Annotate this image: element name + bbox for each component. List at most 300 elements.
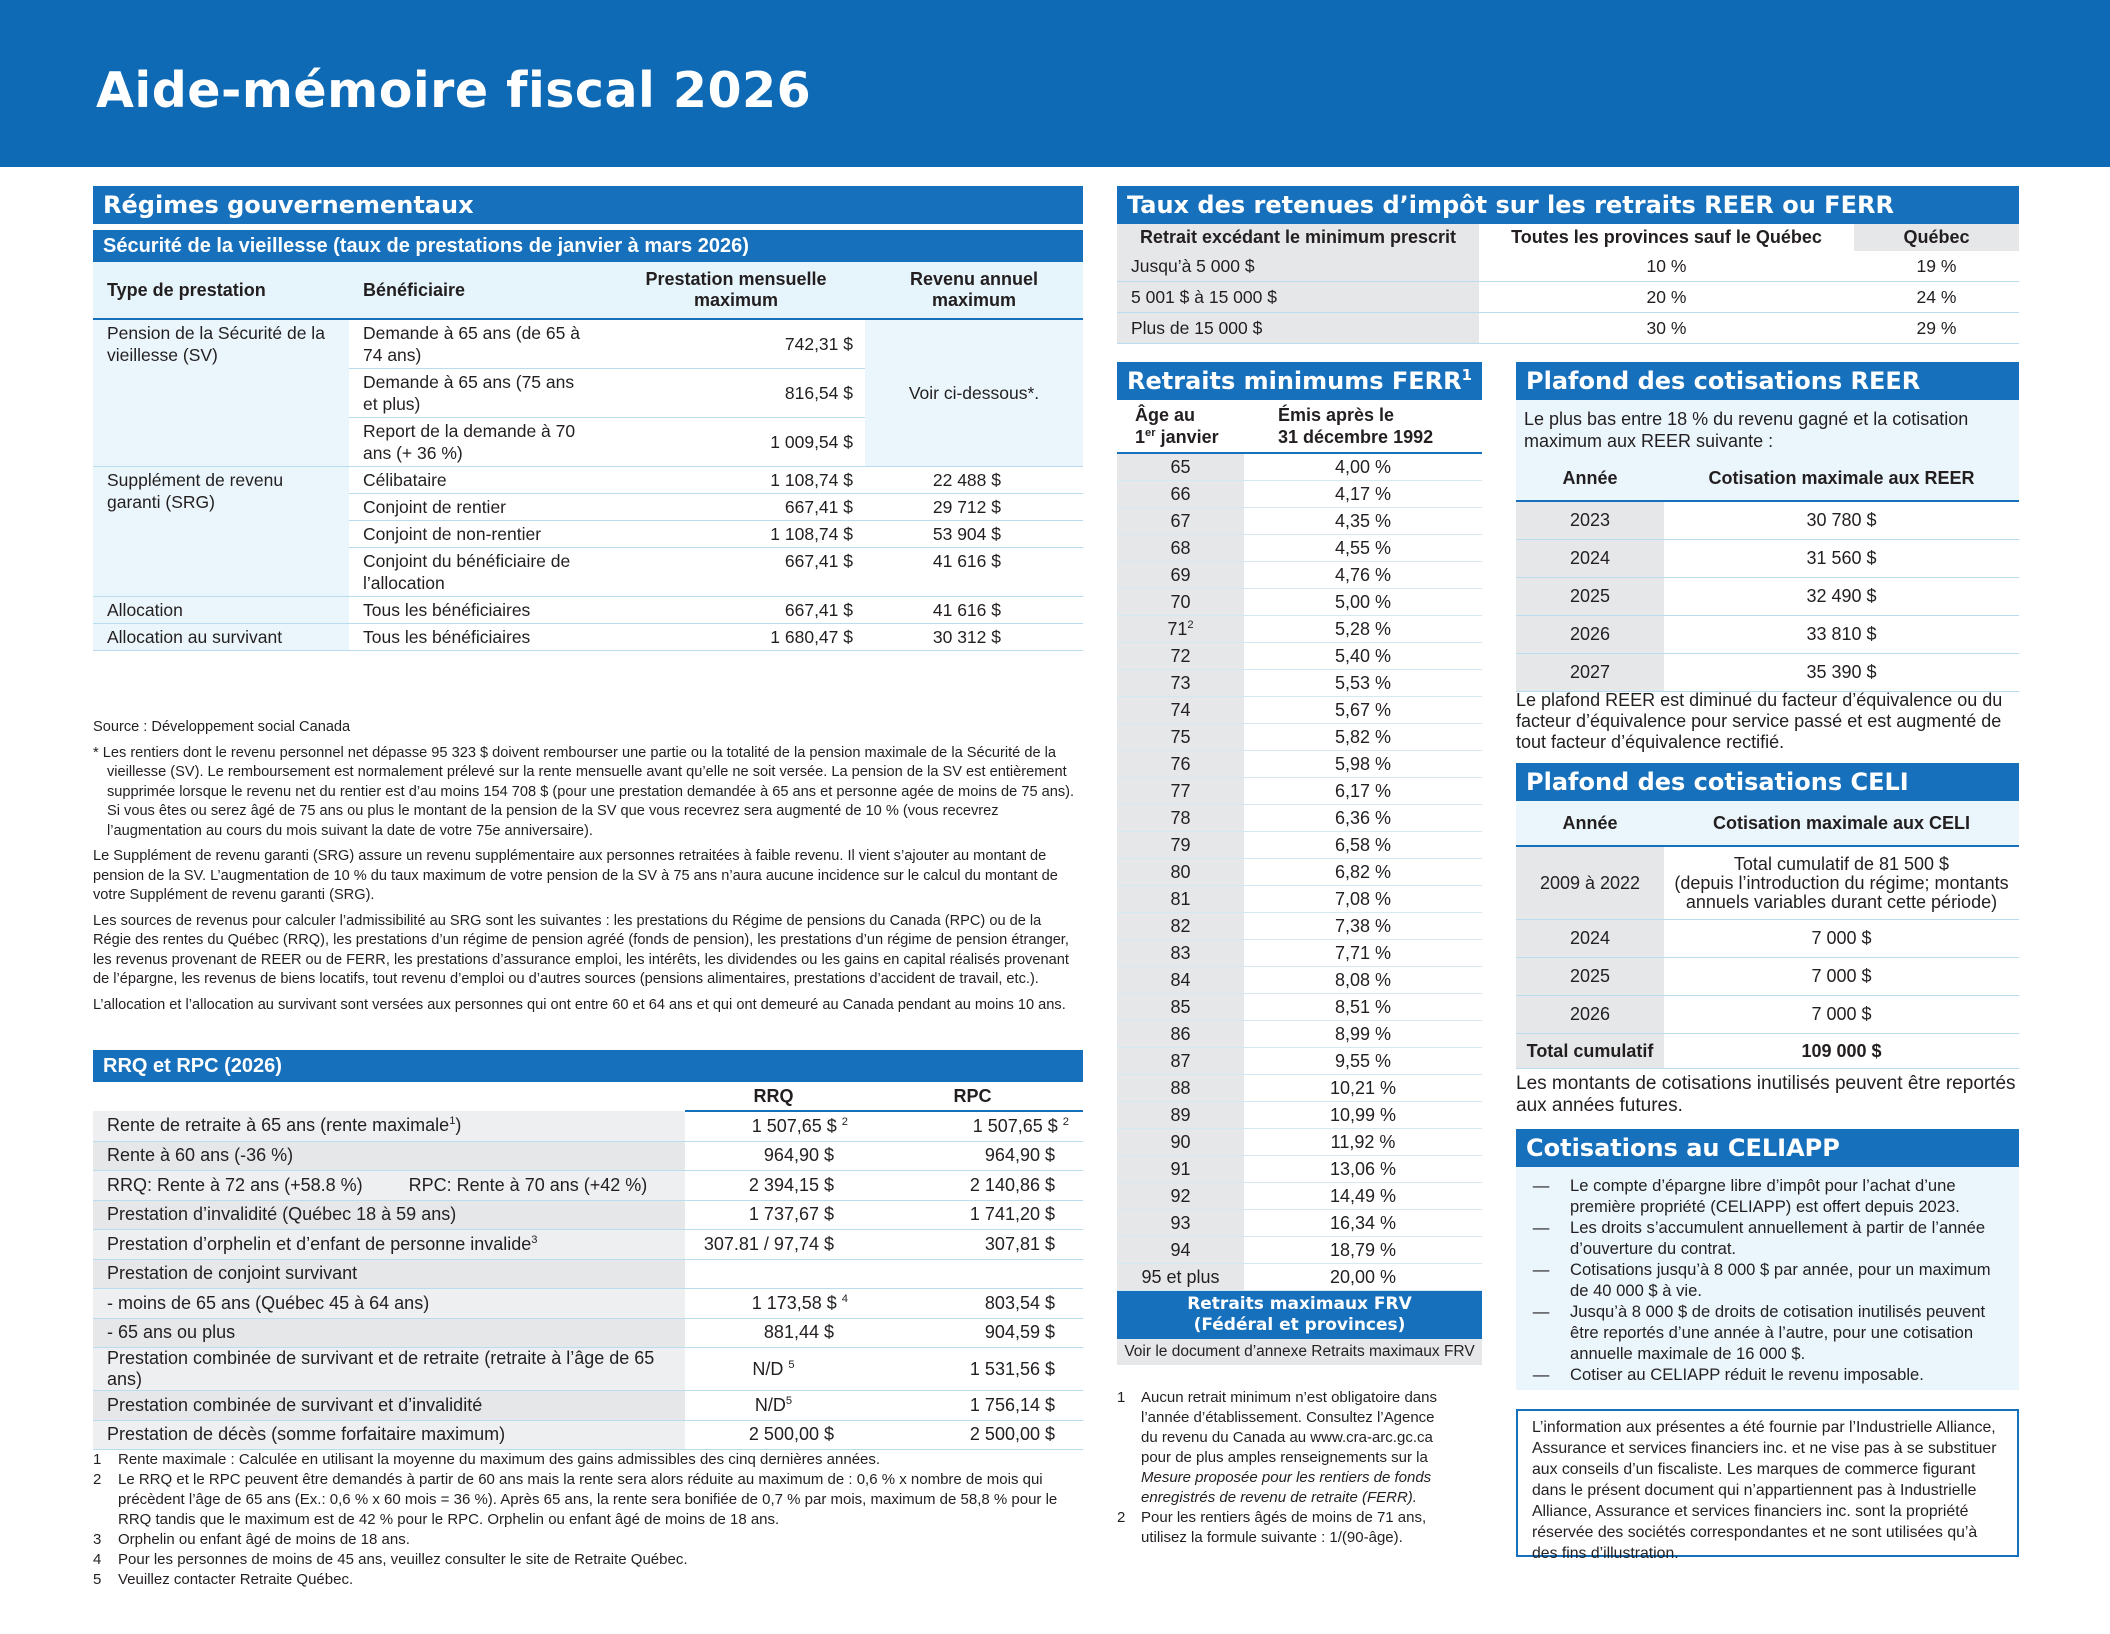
ferr-age — [1117, 751, 1244, 778]
table-row — [1117, 886, 1482, 913]
rpc-value: 1 531,56 $ — [862, 1348, 1083, 1391]
table-row — [1117, 313, 2019, 344]
regimes-title: Régimes gouvernementaux — [93, 186, 1083, 224]
ferr-age — [1117, 778, 1244, 805]
ferr-age-value: 93 — [1170, 1212, 1191, 1233]
srg-income: 22 488 $ — [865, 467, 1083, 494]
other-type: Allocation au survivant — [93, 624, 349, 651]
footnote-number: 1 — [1117, 1389, 1126, 1406]
ferr-age — [1117, 913, 1244, 940]
footnote — [1117, 1388, 1447, 1508]
ferr-pct: 14,49 % — [1244, 1183, 1482, 1210]
col-provinces: Toutes les provinces sauf le Québec — [1479, 224, 1854, 251]
reer-table — [1516, 456, 2019, 692]
col-monthly: Prestation mensuelle maximum — [607, 262, 865, 319]
ferr-age — [1117, 1048, 1244, 1075]
celi-total-value: 109 000 $ — [1664, 1034, 2019, 1069]
table-row — [1516, 540, 2019, 578]
celi-year: 2024 — [1516, 920, 1664, 958]
celiapp-item-text: Les droits s’accumulent annuellement à partir de l’année d’ouverture du contrat. — [1570, 1218, 1986, 1258]
footnote-number: 2 — [1117, 1509, 1126, 1526]
sv-type: Pension de la Sécurité de la vieillesse (SV) — [93, 319, 349, 467]
celiapp-list — [1516, 1175, 2007, 1385]
ferr-pct: 8,08 % — [1244, 967, 1482, 994]
footnote-number: 4 — [93, 1551, 102, 1568]
srg-beneficiary: Conjoint du bénéficiaire de l’allocation — [349, 548, 607, 597]
rpc-value: 2 500,00 $ — [862, 1420, 1083, 1450]
rpc-value: 1 756,14 $ — [862, 1391, 1083, 1421]
ferr-age — [1117, 1237, 1244, 1264]
dash-bullet: — — [1532, 1260, 1550, 1279]
table-row — [93, 1348, 1083, 1391]
table-row — [1117, 1237, 1482, 1264]
other-income: 30 312 $ — [865, 624, 1083, 651]
reer-max: 31 560 $ — [1664, 540, 2019, 578]
ferr-age-value: 85 — [1170, 996, 1191, 1017]
ferr-age — [1117, 886, 1244, 913]
reer-max: 33 810 $ — [1664, 616, 2019, 654]
ferr-pct: 5,53 % — [1244, 670, 1482, 697]
table-row — [1516, 501, 2019, 540]
rrq-table-wrap — [93, 1082, 1083, 1450]
celiapp-item-text: Cotisations jusqu’à 8 000 $ par année, pour un maximum de 40 000 $ à vie. — [1570, 1260, 1991, 1300]
ferr-pct: 4,17 % — [1244, 481, 1482, 508]
col-pct-line2: 31 décembre 1992 — [1278, 427, 1434, 447]
footnote-text: Pour les personnes de moins de 45 ans, veuillez consulter le site de Retraite Québec. — [118, 1551, 688, 1568]
rrq-value: N/D — [754, 1394, 786, 1415]
celiapp-item — [1516, 1259, 2007, 1301]
rrq-label: Prestation d’orphelin et d’enfant de personne invalide — [107, 1233, 532, 1254]
rrq-label: Prestation de conjoint survivant — [93, 1259, 685, 1289]
other-monthly: 1 680,47 $ — [607, 624, 865, 651]
rrq-label: Prestation combinée de survivant et d’invalidité — [93, 1391, 685, 1421]
table-row — [1117, 508, 1482, 535]
ferr-pct: 5,98 % — [1244, 751, 1482, 778]
table-row — [1117, 670, 1482, 697]
sv-beneficiary: Demande à 65 ans (75 ans et plus) — [349, 369, 607, 418]
rrq-value — [685, 1259, 862, 1289]
ferr-age — [1117, 1264, 1244, 1291]
col-pct — [1244, 400, 1482, 453]
ferr-pct: 9,55 % — [1244, 1048, 1482, 1075]
celi-rows — [1516, 920, 2019, 1034]
col-age-line2: 1 — [1135, 427, 1146, 447]
table-row — [1516, 616, 2019, 654]
celiapp-item-text: Le compte d’épargne libre d’impôt pour l’achat d’une première propriété (CELIAPP) est offert depuis 2023. — [1570, 1176, 1960, 1216]
srg-monthly: 667,41 $ — [607, 494, 865, 521]
celi-max: 7 000 $ — [1664, 920, 2019, 958]
table-row — [1117, 1156, 1482, 1183]
rrq-value: 964,90 $ — [685, 1141, 862, 1171]
table-row — [1117, 913, 1482, 940]
dash-bullet: — — [1532, 1218, 1550, 1237]
rpc-value: 1 507,65 $ — [972, 1115, 1058, 1136]
table-row — [1117, 282, 2019, 313]
rpc-value: 307,81 $ — [862, 1230, 1083, 1260]
rrq-value: 1 507,65 $ — [751, 1115, 837, 1136]
footnote-text: Pour les rentiers âgés de moins de 71 ans, utilisez la formule suivante : 1/(90-âge). — [1141, 1509, 1427, 1546]
ferr-age-value: 80 — [1170, 861, 1191, 882]
ferr-age — [1117, 589, 1244, 616]
ferr-age — [1117, 1129, 1244, 1156]
ferr-pct: 6,82 % — [1244, 859, 1482, 886]
ferr-age-value: 77 — [1170, 780, 1191, 801]
celi-max: 7 000 $ — [1664, 996, 2019, 1034]
rrq-value: 1 173,58 $ — [751, 1292, 837, 1313]
frv-title-line1: Retraits maximaux FRV — [1187, 1294, 1412, 1314]
srg-beneficiary: Conjoint de non-rentier — [349, 521, 607, 548]
ferr-age — [1117, 940, 1244, 967]
ferr-age-value: 94 — [1170, 1239, 1191, 1260]
table-row — [1117, 751, 1482, 778]
ferr-age — [1117, 805, 1244, 832]
taux-provinces: 10 % — [1479, 251, 1854, 282]
rrq-value: 307.81 / 97,74 $ — [685, 1230, 862, 1260]
ferr-pct: 8,99 % — [1244, 1021, 1482, 1048]
taux-table-wrap — [1117, 224, 2019, 344]
ferr-age-value: 89 — [1170, 1104, 1191, 1125]
footnote — [1117, 1508, 1447, 1548]
col-range: Retrait excédant le minimum prescrit — [1117, 224, 1479, 251]
rpc-value: 1 741,20 $ — [862, 1200, 1083, 1230]
taux-quebec: 24 % — [1854, 282, 2019, 313]
sv-notes — [93, 718, 1083, 1021]
srg-monthly: 1 108,74 $ — [607, 467, 865, 494]
table-row — [93, 1420, 1083, 1450]
footnote-italic: Mesure proposée pour les rentiers de fonds enregistrés de revenu de retraite (FERR). — [1141, 1469, 1432, 1506]
ferr-pct: 4,76 % — [1244, 562, 1482, 589]
table-row — [93, 1200, 1083, 1230]
other-beneficiary: Tous les bénéficiaires — [349, 624, 607, 651]
celiapp-title: Cotisations au CELIAPP — [1516, 1129, 2019, 1167]
ferr-age-value: 75 — [1170, 726, 1191, 747]
ferr-pct: 5,67 % — [1244, 697, 1482, 724]
table-row — [1117, 1210, 1482, 1237]
disclaimer: L’information aux présentes a été fournie par l’Industrielle Alliance, Assurance et services financiers inc. et ne vise pas à se substituer aux conseils d’un fiscaliste. Les marques de commerce figurant dans le présent document qui n’appartiennent pas à Industrielle Alliance, Assurance et services financiers inc. sont la propriété réservée des sociétés correspondantes et ne sont utilisées qu’à des fins d’illustration. — [1516, 1409, 2019, 1557]
celiapp-item — [1516, 1301, 2007, 1364]
table-row — [1117, 724, 1482, 751]
table-row — [1516, 996, 2019, 1034]
ferr-age-value: 86 — [1170, 1023, 1191, 1044]
sv-monthly: 1 009,54 $ — [607, 418, 865, 467]
ferr-age-value: 78 — [1170, 807, 1191, 828]
ferr-pct: 8,51 % — [1244, 994, 1482, 1021]
ferr-age-value: 82 — [1170, 915, 1191, 936]
ferr-age — [1117, 1075, 1244, 1102]
celi-first-line1: Total cumulatif de 81 500 $ — [1733, 853, 1950, 874]
ferr-pct: 5,00 % — [1244, 589, 1482, 616]
celi-total-row — [1516, 1034, 2019, 1069]
note-srg: Le Supplément de revenu garanti (SRG) assure un revenu supplémentaire aux personnes retraitées à faible revenu. Il vient s’ajouter au montant de pension de la SV. L’augmentation de 10 % du taux maximum de votre pension de la SV à 75 ans n’aura aucune incidence sur le calcul du montant de votre Supplément de revenu garanti (SRG). — [93, 848, 1058, 903]
sv-monthly: 816,54 $ — [607, 369, 865, 418]
celi-year: 2009 à 2022 — [1516, 846, 1664, 920]
srg-income: 41 616 $ — [865, 548, 1083, 597]
table-row — [1516, 846, 2019, 920]
table-row — [1117, 643, 1482, 670]
other-beneficiary: Tous les bénéficiaires — [349, 597, 607, 624]
table-row — [93, 319, 1083, 369]
sup: 5 — [788, 1358, 795, 1371]
footnote-text: Veuillez contacter Retraite Québec. — [118, 1571, 354, 1588]
page-title: Aide-mémoire fiscal 2026 — [96, 62, 812, 119]
ferr-age-value: 88 — [1170, 1077, 1191, 1098]
ferr-age-value: 73 — [1170, 672, 1191, 693]
ferr-age — [1117, 697, 1244, 724]
rrq-value: 881,44 $ — [685, 1318, 862, 1348]
celi-first-line2: (depuis l’introduction du régime; montants — [1674, 872, 2009, 893]
rrq-label: Prestation d’invalidité (Québec 18 à 59 ans) — [93, 1200, 685, 1230]
rrq-footnotes — [93, 1450, 1093, 1590]
ferr-age-value: 68 — [1170, 537, 1191, 558]
srg-income: 53 904 $ — [865, 521, 1083, 548]
ferr-pct: 7,38 % — [1244, 913, 1482, 940]
ferr-notes — [1117, 1388, 1447, 1548]
celi-title: Plafond des cotisations CELI — [1516, 763, 2019, 801]
celi-year: 2025 — [1516, 958, 1664, 996]
frv-title-line2: (Fédéral et provinces) — [1193, 1315, 1406, 1335]
sv-income: Voir ci-dessous*. — [865, 319, 1083, 467]
srg-beneficiary: Conjoint de rentier — [349, 494, 607, 521]
reer-table-wrap — [1516, 456, 2019, 692]
table-row — [1117, 535, 1482, 562]
table-row — [93, 1111, 1083, 1141]
dash-bullet: — — [1532, 1176, 1550, 1195]
rrq-label: - moins de 65 ans (Québec 45 à 64 ans) — [93, 1289, 685, 1319]
ferr-table — [1117, 400, 1482, 1291]
footnote-text — [1141, 1388, 1447, 1508]
sv-title: Sécurité de la vieillesse (taux de prestations de janvier à mars 2026) — [93, 230, 1083, 262]
ferr-pct: 5,82 % — [1244, 724, 1482, 751]
ferr-age-value: 72 — [1170, 645, 1191, 666]
ferr-age-value: 74 — [1170, 699, 1191, 720]
table-row — [93, 597, 1083, 624]
ferr-table-wrap — [1117, 400, 1482, 1365]
celi-first-line3: annuels variables durant cette période) — [1685, 891, 1998, 912]
ferr-age-value: 65 — [1170, 456, 1191, 477]
ferr-age-value: 79 — [1170, 834, 1191, 855]
table-row — [93, 1141, 1083, 1171]
sup: er — [1145, 427, 1156, 439]
ferr-age — [1117, 1102, 1244, 1129]
taux-title: Taux des retenues d’impôt sur les retraits REER ou FERR — [1117, 186, 2019, 224]
celiapp-item — [1516, 1175, 2007, 1217]
footnote-text: Orphelin ou enfant âgé de moins de 18 ans. — [118, 1531, 410, 1548]
rpc-value: 964,90 $ — [862, 1141, 1083, 1171]
ferr-pct: 6,58 % — [1244, 832, 1482, 859]
sv-table — [93, 262, 1083, 651]
sv-beneficiary: Demande à 65 ans (de 65 à 74 ans) — [349, 319, 607, 369]
footnote — [93, 1470, 1093, 1530]
ferr-age — [1117, 1021, 1244, 1048]
ferr-age — [1117, 967, 1244, 994]
celi-note: Les montants de cotisations inutilisés peuvent être reportés aux années futures. — [1516, 1073, 2016, 1116]
rrq-label: - 65 ans ou plus — [93, 1318, 685, 1348]
table-row — [1117, 859, 1482, 886]
taux-table — [1117, 224, 2019, 344]
rrq-title: RRQ et RPC (2026) — [93, 1050, 1083, 1082]
col-income: Revenu annuel maximum — [865, 262, 1083, 319]
table-row — [93, 1230, 1083, 1260]
rrq-value: 1 737,67 $ — [685, 1200, 862, 1230]
other-type: Allocation — [93, 597, 349, 624]
ferr-age-value: 81 — [1170, 888, 1191, 909]
ferr-title — [1117, 362, 1482, 400]
sup: 2 — [841, 1115, 848, 1128]
reer-intro: Le plus bas entre 18 % du revenu gagné et la cotisation maximum aux REER suivante : — [1516, 400, 2019, 456]
rrq-label: Prestation de décès (somme forfaitaire maximum) — [93, 1420, 685, 1450]
taux-range: Jusqu’à 5 000 $ — [1117, 251, 1479, 282]
ferr-age-value: 90 — [1170, 1131, 1191, 1152]
sv-beneficiary: Report de la demande à 70 ans (+ 36 %) — [349, 418, 607, 467]
ferr-pct: 13,06 % — [1244, 1156, 1482, 1183]
srg-monthly: 667,41 $ — [607, 548, 865, 597]
footnote — [93, 1530, 1093, 1550]
table-row — [1516, 654, 2019, 692]
celi-table — [1516, 801, 2019, 1069]
note-star: * Les rentiers dont le revenu personnel net dépasse 95 323 $ doivent rembourser une partie ou la totalité de la pension maximale de la Sécurité de la vieillesse (SV). Le remboursement est normalement prélevé sur la rente mensuelle avant qu’elle ne soit versée. La pension de la SV est entièrement supprimée lorsque le revenu net du rentier est d’au moins 154 708 $ (pour une prestation demandée à 65 ans et personne agée de moins de 75 ans). Si vous êtes ou serez âgé de 75 ans ou plus le montant de la pension de la SV que vous recevrez sera augmenté de 10 % (vous recevrez l’augmentation au cours du mois suivant la date de votre 75e anniversaire). — [93, 744, 1075, 839]
col-year: Année — [1516, 801, 1664, 846]
ferr-pct: 6,36 % — [1244, 805, 1482, 832]
ferr-age — [1117, 562, 1244, 589]
footnote-text: Rente maximale : Calculée en utilisant la moyenne du maximum des gains admissibles des cinq dernières années. — [118, 1451, 881, 1468]
table-row — [1117, 1075, 1482, 1102]
reer-year: 2027 — [1516, 654, 1664, 692]
dash-bullet: — — [1532, 1365, 1550, 1384]
rpc-value — [862, 1259, 1083, 1289]
ferr-age-value: 84 — [1170, 969, 1191, 990]
note-sources: Les sources de revenus pour calculer l’admissibilité au SRG sont les suivantes : les prestations du Régime de pensions du Canada (RPC) ou de la Régie des rentes du Québec (RRQ), les prestations d’un régime de pension agréé (fonds de pension), les prestations d’un régime de pension étranger, les revenus provenant de REER ou de FERR, les prestations d’assurance emploi, les intérêts, les dividendes ou les gains en capital réalisés provenant de l’épargne, les revenus de biens locatifs, tout revenu d’emploi ou d’autres sources (pensions alimentaires, prestations d’accident de travail, etc.). — [93, 912, 1069, 987]
col-quebec: Québec — [1854, 224, 2019, 251]
footnote-text: Le RRQ et le RPC peuvent être demandés à partir de 60 ans mais la rente sera alors réduite au maximum de : 0,6 % x nombre de mois qui précèdent l’âge de 65 ans (Ex.: 0,6 % x 60 mois = 36 %). Après 65 ans, la rente sera bonifiée de 0,7 % par mois, maximum de 58,8 % pour le RRQ tandis que le maximum est de 42 % pour le RPC. Orphelin ou enfant âgé de moins de 18 ans. — [118, 1471, 1058, 1528]
table-row — [1117, 805, 1482, 832]
ferr-pct: 6,17 % — [1244, 778, 1482, 805]
taux-provinces: 20 % — [1479, 282, 1854, 313]
table-row — [1117, 1129, 1482, 1156]
sv-monthly: 742,31 $ — [607, 319, 865, 369]
table-row — [1117, 562, 1482, 589]
sv-table-wrap — [93, 262, 1083, 651]
col-rrq: RRQ — [685, 1082, 862, 1111]
ferr-age-value: 69 — [1170, 564, 1191, 585]
taux-quebec: 19 % — [1854, 251, 2019, 282]
ferr-pct: 10,21 % — [1244, 1075, 1482, 1102]
col-age-line2-end: janvier — [1155, 427, 1219, 447]
reer-max: 32 490 $ — [1664, 578, 2019, 616]
other-income: 41 616 $ — [865, 597, 1083, 624]
footnote — [93, 1550, 1093, 1570]
note-allocation: L’allocation et l’allocation au survivant sont versées aux personnes qui ont entre 60 et 64 ans et qui ont demeuré au Canada pendant au moins 10 ans. — [93, 996, 1066, 1013]
table-row — [1117, 994, 1482, 1021]
sup: 4 — [841, 1292, 848, 1305]
rrq-label: Rente à 60 ans (-36 %) — [93, 1141, 685, 1171]
sup: 5 — [785, 1394, 793, 1407]
frv-title — [1117, 1291, 1482, 1339]
table-row — [93, 1289, 1083, 1319]
rpc-value: 803,54 $ — [862, 1289, 1083, 1319]
ferr-age-value: 95 et plus — [1141, 1266, 1220, 1287]
col-rpc: RPC — [862, 1082, 1083, 1111]
table-row — [1117, 967, 1482, 994]
reer-max: 30 780 $ — [1664, 501, 2019, 540]
ferr-age — [1117, 508, 1244, 535]
table-row — [1117, 940, 1482, 967]
ferr-age — [1117, 994, 1244, 1021]
table-row — [1516, 578, 2019, 616]
ferr-age — [1117, 670, 1244, 697]
rrq-table — [93, 1082, 1083, 1450]
ferr-age — [1117, 535, 1244, 562]
celi-total-label: Total cumulatif — [1516, 1034, 1664, 1069]
footnote-number: 5 — [93, 1571, 102, 1588]
dash-bullet: — — [1532, 1302, 1550, 1321]
footnote-number: 3 — [93, 1531, 102, 1548]
celiapp-panel — [1516, 1167, 2019, 1390]
celi-max: 7 000 $ — [1664, 958, 2019, 996]
ferr-pct: 7,08 % — [1244, 886, 1482, 913]
celiapp-item — [1516, 1364, 2007, 1385]
col-pct-line1: Émis après le — [1278, 405, 1395, 425]
rpc-value: 904,59 $ — [862, 1318, 1083, 1348]
taux-provinces: 30 % — [1479, 313, 1854, 344]
sup: 2 — [1187, 618, 1194, 631]
table-row — [1117, 589, 1482, 616]
col-age — [1117, 400, 1244, 453]
rrq-value: 2 394,15 $ — [685, 1171, 862, 1201]
ferr-pct: 16,34 % — [1244, 1210, 1482, 1237]
celi-table-wrap — [1516, 801, 2019, 1069]
footnote — [93, 1570, 1093, 1590]
rrq-value: N/D — [752, 1358, 784, 1379]
ferr-age-value: 76 — [1170, 753, 1191, 774]
ferr-age — [1117, 832, 1244, 859]
sup: 2 — [1062, 1115, 1069, 1128]
ferr-pct: 18,79 % — [1244, 1237, 1482, 1264]
table-row — [1117, 778, 1482, 805]
ferr-age — [1117, 1210, 1244, 1237]
ferr-age — [1117, 1156, 1244, 1183]
celiapp-item-text: Cotiser au CELIAPP réduit le revenu imposable. — [1570, 1365, 1924, 1384]
ferr-age-value: 92 — [1170, 1185, 1191, 1206]
sup: 3 — [531, 1233, 538, 1246]
reer-max: 35 390 $ — [1664, 654, 2019, 692]
table-row — [1117, 697, 1482, 724]
col-max: Cotisation maximale aux REER — [1664, 456, 2019, 501]
footnote — [93, 1450, 1093, 1470]
table-row — [1117, 251, 2019, 282]
ferr-pct: 20,00 % — [1244, 1264, 1482, 1291]
rpc-value: 2 140,86 $ — [862, 1171, 1083, 1201]
ferr-age — [1117, 481, 1244, 508]
ferr-pct: 4,00 % — [1244, 453, 1482, 481]
table-row — [1117, 1048, 1482, 1075]
source-text: Source : Développement social Canada — [93, 719, 351, 735]
ferr-age-value: 83 — [1170, 942, 1191, 963]
ferr-age — [1117, 453, 1244, 481]
sup: 1 — [1461, 366, 1472, 384]
taux-range: Plus de 15 000 $ — [1117, 313, 1479, 344]
col-beneficiary: Bénéficiaire — [349, 262, 607, 319]
srg-beneficiary: Célibataire — [349, 467, 607, 494]
table-row — [1117, 832, 1482, 859]
table-row — [93, 624, 1083, 651]
ferr-age-value: 66 — [1170, 483, 1191, 504]
ferr-pct: 10,99 % — [1244, 1102, 1482, 1129]
footnote-body: Aucun retrait minimum n’est obligatoire dans l’année d’établissement. Consultez l’Agence du revenu du Canada au www.cra-arc.gc.ca pour de plus amples renseignements sur la — [1141, 1389, 1437, 1466]
reer-year: 2023 — [1516, 501, 1664, 540]
ferr-title-text: Retraits minimums FERR — [1127, 367, 1462, 395]
table-row — [93, 1171, 1083, 1201]
ferr-pct: 4,35 % — [1244, 508, 1482, 535]
